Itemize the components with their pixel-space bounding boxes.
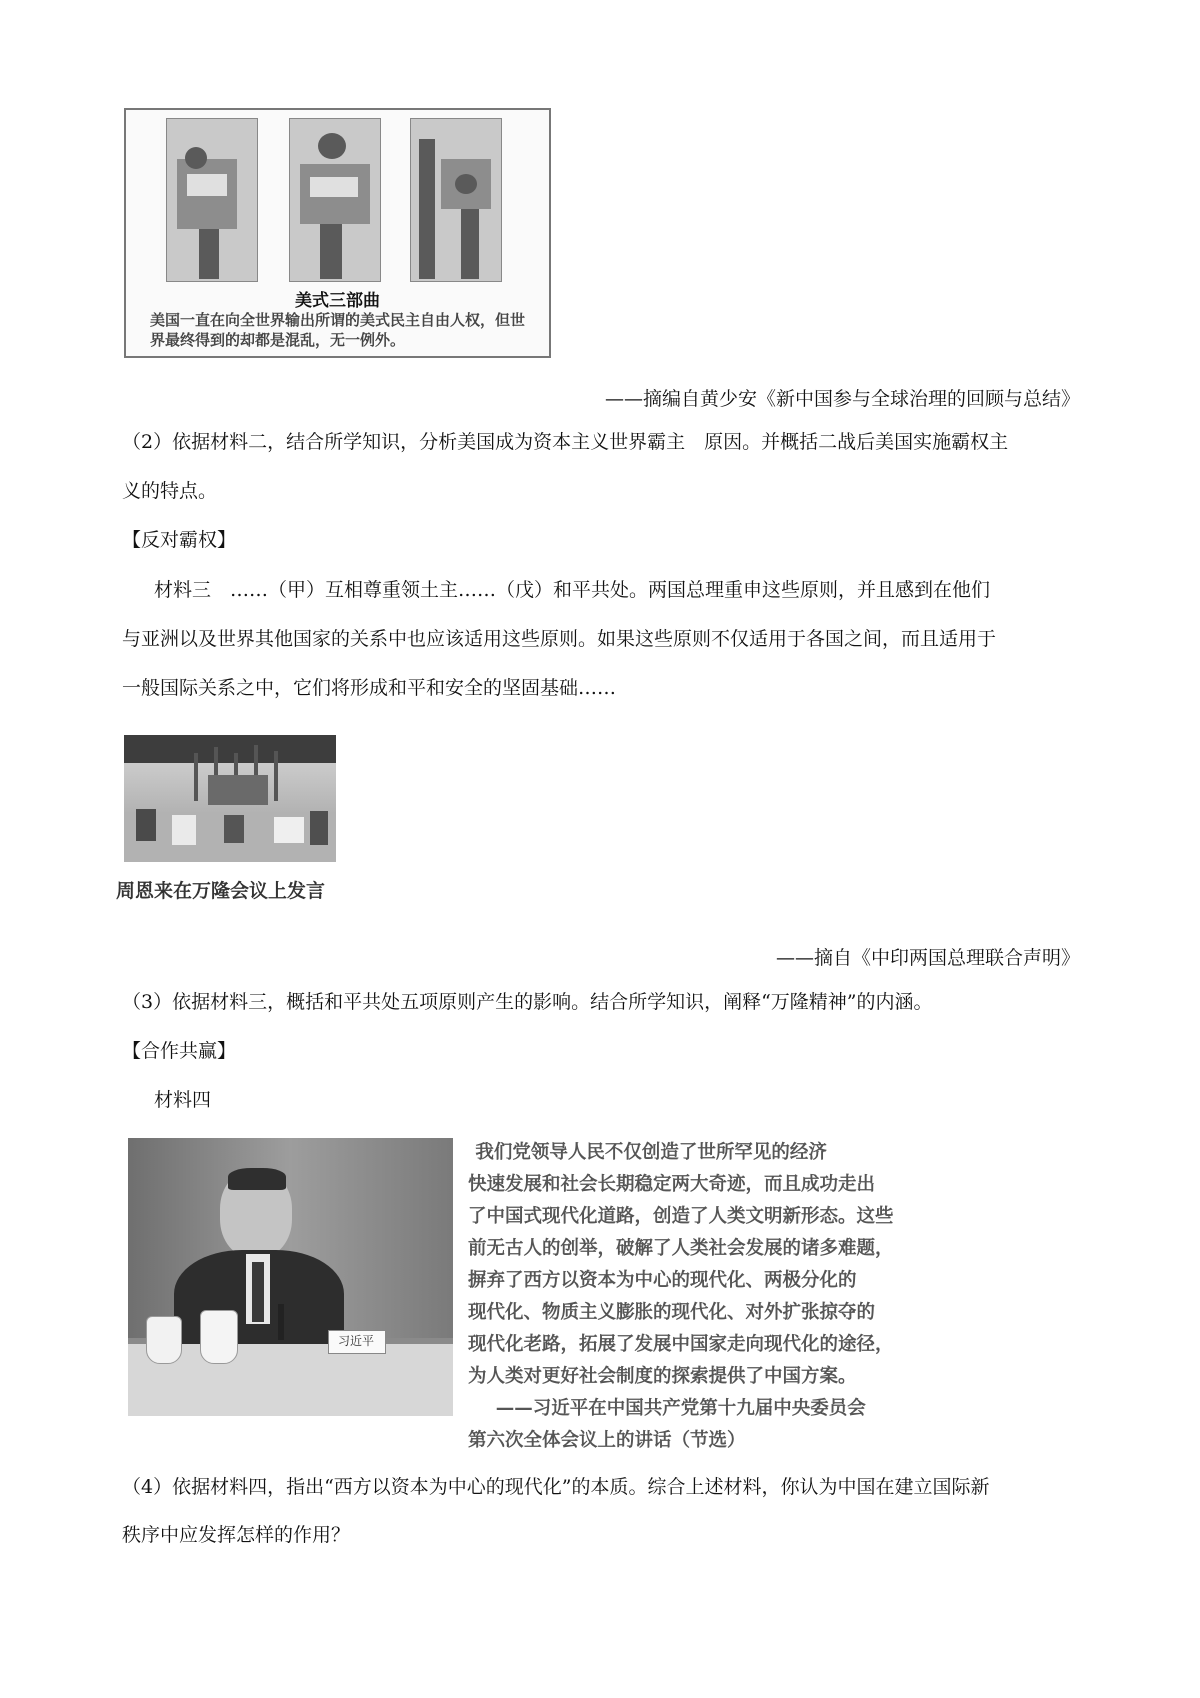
question-4-line-1: （4）依据材料四，指出“西方以资本为中心的现代化”的本质。综合上述材料，你认为中国在建立国际新 bbox=[122, 1476, 990, 1498]
leader-speech-photo bbox=[128, 1138, 453, 1416]
bandung-photo-caption: 周恩来在万隆会议上发言 bbox=[116, 880, 326, 902]
quote-block bbox=[468, 1137, 933, 1457]
material-4-label: 材料四 bbox=[154, 1089, 212, 1111]
quote-line: 现代化、物质主义膨胀的现代化、对外扩张掠夺的 bbox=[468, 1302, 876, 1323]
quote-line: 为人类对更好社会制度的探索提供了中国方案。 bbox=[468, 1366, 857, 1387]
cartoon-figure bbox=[124, 108, 551, 358]
nameplate: 习近平 bbox=[337, 1334, 374, 1348]
material-3-line-3: 一般国际关系之中，它们将形成和平和安全的坚固基础…… bbox=[122, 677, 617, 699]
quote-attribution: ——习近平在中国共产党第十九届中央委员会 bbox=[495, 1398, 866, 1419]
section-heading-oppose-hegemony: 【反对霸权】 bbox=[122, 529, 237, 551]
quote-attribution: 第六次全体会议上的讲话（节选） bbox=[468, 1430, 746, 1451]
quote-line: 了中国式现代化道路，创造了人类文明新形态。这些 bbox=[468, 1206, 894, 1227]
quote-line: 前无古人的创举，破解了人类社会发展的诸多难题， bbox=[468, 1238, 894, 1259]
quote-line: 快速发展和社会长期稳定两大奇迹，而且成功走出 bbox=[468, 1174, 876, 1195]
bandung-conference-photo bbox=[124, 735, 336, 862]
cartoon-panel-2 bbox=[289, 118, 381, 282]
material-3-line-1: 材料三 ……（甲）互相尊重领土主……（戊）和平共处。两国总理重申这些原则，并且感到在他们 bbox=[154, 579, 991, 601]
source-citation-1: ——摘编自黄少安《新中国参与全球治理的回顾与总结》 bbox=[604, 388, 1080, 410]
cartoon-caption: 美国一直在向全世界输出所谓的美式民主自由人权，但世界最终得到的却都是混乱，无一例外。 bbox=[150, 311, 526, 349]
question-2-line-1: （2）依据材料二，结合所学知识，分析美国成为资本主义世界霸主 原因。并概括二战后美国实施霸权主 bbox=[122, 431, 1009, 453]
quote-line: 我们党领导人民不仅创造了世所罕见的经济 bbox=[475, 1142, 827, 1163]
question-3: （3）依据材料三，概括和平共处五项原则产生的影响。结合所学知识，阐释“万隆精神”的内涵。 bbox=[122, 991, 933, 1013]
question-4-line-2: 秩序中应发挥怎样的作用？ bbox=[122, 1524, 351, 1546]
cartoon-title: 美式三部曲 bbox=[295, 291, 380, 311]
cartoon-panel-1 bbox=[166, 118, 258, 282]
section-heading-win-win: 【合作共赢】 bbox=[122, 1040, 237, 1062]
cartoon-panel-3 bbox=[410, 118, 502, 282]
source-citation-2: ——摘自《中印两国总理联合声明》 bbox=[775, 947, 1080, 969]
quote-line: 摒弃了西方以资本为中心的现代化、两极分化的 bbox=[468, 1270, 857, 1291]
question-2-line-2: 义的特点。 bbox=[122, 480, 218, 502]
material-3-line-2: 与亚洲以及世界其他国家的关系中也应该适用这些原则。如果这些原则不仅适用于各国之间，而且适用于 bbox=[122, 628, 997, 650]
quote-line: 现代化老路，拓展了发展中国家走向现代化的途径， bbox=[468, 1334, 894, 1355]
